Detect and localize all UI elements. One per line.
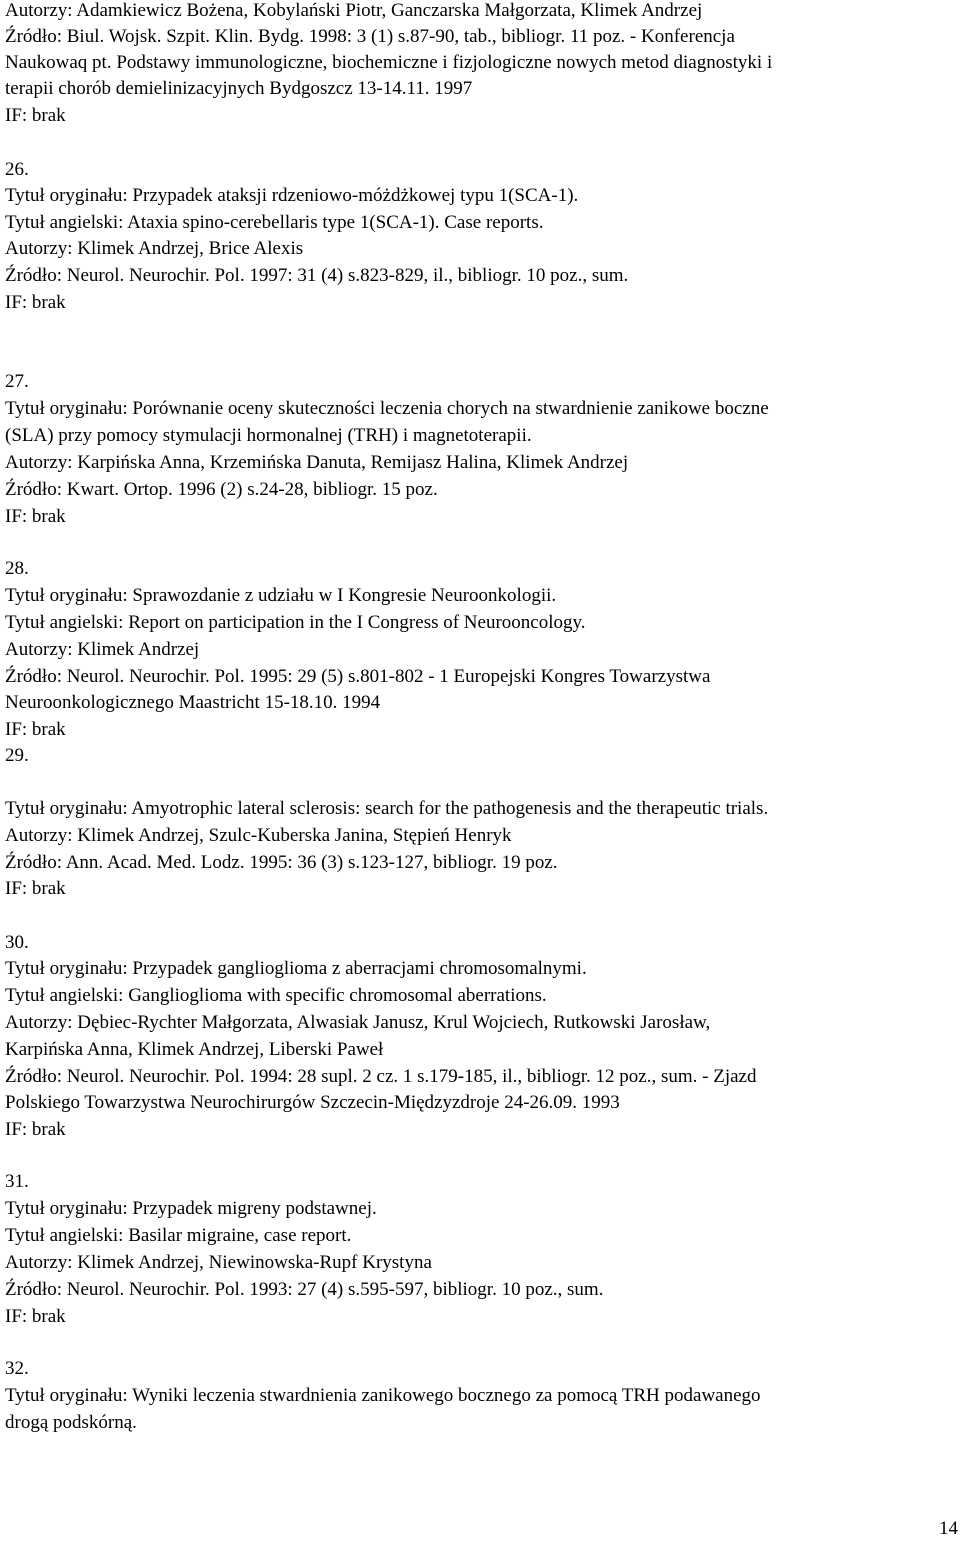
text-line: Tytuł angielski: Report on participation in the I Congress of Neurooncology. xyxy=(5,612,586,633)
text-line: terapii chorób demielinizacyjnych Bydgoszcz 13-14.11. 1997 xyxy=(5,78,473,99)
text-line: Tytuł oryginału: Sprawozdanie z udziału w I Kongresie Neuroonkologii. xyxy=(5,585,557,606)
text-line: Autorzy: Adamkiewicz Bożena, Kobylański Piotr, Ganczarska Małgorzata, Klimek Andrzej xyxy=(5,0,703,21)
page-number: 14 xyxy=(939,1518,958,1539)
text-line: Źródło: Neurol. Neurochir. Pol. 1994: 28 supl. 2 cz. 1 s.179-185, il., bibliogr. 12 poz., sum. - Zjazd xyxy=(5,1066,757,1087)
entry-number: 31. xyxy=(5,1171,29,1192)
text-line: Tytuł oryginału: Wyniki leczenia stwardnienia zanikowego bocznego za pomocą TRH podawanego xyxy=(5,1385,761,1406)
text-line: Karpińska Anna, Klimek Andrzej, Liberski Paweł xyxy=(5,1039,384,1060)
text-line: Autorzy: Klimek Andrzej, Niewinowska-Rupf Krystyna xyxy=(5,1252,432,1273)
text-line: Autorzy: Klimek Andrzej, Brice Alexis xyxy=(5,238,304,259)
text-line: Neuroonkologicznego Maastricht 15-18.10. 1994 xyxy=(5,692,381,713)
text-line: Autorzy: Dębiec-Rychter Małgorzata, Alwasiak Janusz, Krul Wojciech, Rutkowski Jarosław, xyxy=(5,1012,711,1033)
text-line: Źródło: Neurol. Neurochir. Pol. 1995: 29 (5) s.801-802 - 1 Europejski Kongres Towarzystwa xyxy=(5,666,711,687)
entry-number: 26. xyxy=(5,159,29,180)
text-line: Tytuł oryginału: Przypadek migreny podstawnej. xyxy=(5,1198,377,1219)
text-line: Źródło: Kwart. Ortop. 1996 (2) s.24-28, bibliogr. 15 poz. xyxy=(5,479,438,500)
text-line: IF: brak xyxy=(5,105,66,126)
entry-number: 32. xyxy=(5,1358,29,1379)
text-line: IF: brak xyxy=(5,719,66,740)
text-line: Tytuł angielski: Ganglioglioma with specific chromosomal aberrations. xyxy=(5,985,547,1006)
text-line: Autorzy: Klimek Andrzej, Szulc-Kuberska Janina, Stępień Henryk xyxy=(5,825,512,846)
text-line: IF: brak xyxy=(5,878,66,899)
text-line: Tytuł oryginału: Porównanie oceny skuteczności leczenia chorych na stwardnienie zanikowe boczne xyxy=(5,398,769,419)
text-line: drogą podskórną. xyxy=(5,1412,137,1433)
entry-number: 28. xyxy=(5,558,29,579)
text-line: Tytuł angielski: Basilar migraine, case report. xyxy=(5,1225,352,1246)
text-line: Tytuł angielski: Ataxia spino-cerebellaris type 1(SCA-1). Case reports. xyxy=(5,212,544,233)
text-line: Tytuł oryginału: Amyotrophic lateral sclerosis: search for the pathogenesis and the therapeutic trials. xyxy=(5,798,769,819)
text-line: (SLA) przy pomocy stymulacji hormonalnej (TRH) i magnetoterapii. xyxy=(5,425,532,446)
text-line: IF: brak xyxy=(5,292,66,313)
text-line: Źródło: Neurol. Neurochir. Pol. 1993: 27 (4) s.595-597, bibliogr. 10 poz., sum. xyxy=(5,1279,604,1300)
text-line: Autorzy: Klimek Andrzej xyxy=(5,639,200,660)
text-line: IF: brak xyxy=(5,506,66,527)
entry-number: 30. xyxy=(5,932,29,953)
text-line: Źródło: Neurol. Neurochir. Pol. 1997: 31 (4) s.823-829, il., bibliogr. 10 poz., sum. xyxy=(5,265,629,286)
entry-number: 27. xyxy=(5,371,29,392)
text-line: Źródło: Biul. Wojsk. Szpit. Klin. Bydg. 1998: 3 (1) s.87-90, tab., bibliogr. 11 poz. - Konferencja xyxy=(5,26,735,47)
text-line: Tytuł oryginału: Przypadek ganglioglioma z aberracjami chromosomalnymi. xyxy=(5,958,587,979)
text-line: IF: brak xyxy=(5,1119,66,1140)
text-line: IF: brak xyxy=(5,1306,66,1327)
text-line: Autorzy: Karpińska Anna, Krzemińska Danuta, Remijasz Halina, Klimek Andrzej xyxy=(5,452,629,473)
text-line: Źródło: Ann. Acad. Med. Lodz. 1995: 36 (3) s.123-127, bibliogr. 19 poz. xyxy=(5,852,558,873)
text-line: Tytuł oryginału: Przypadek ataksji rdzeniowo-móżdżkowej typu 1(SCA-1). xyxy=(5,185,579,206)
entry-number: 29. xyxy=(5,745,29,766)
text-line: Polskiego Towarzystwa Neurochirurgów Szczecin-Międzyzdroje 24-26.09. 1993 xyxy=(5,1092,620,1113)
text-line: Naukowaq pt. Podstawy immunologiczne, biochemiczne i fizjologiczne nowych metod diagnostyki i xyxy=(5,52,773,73)
